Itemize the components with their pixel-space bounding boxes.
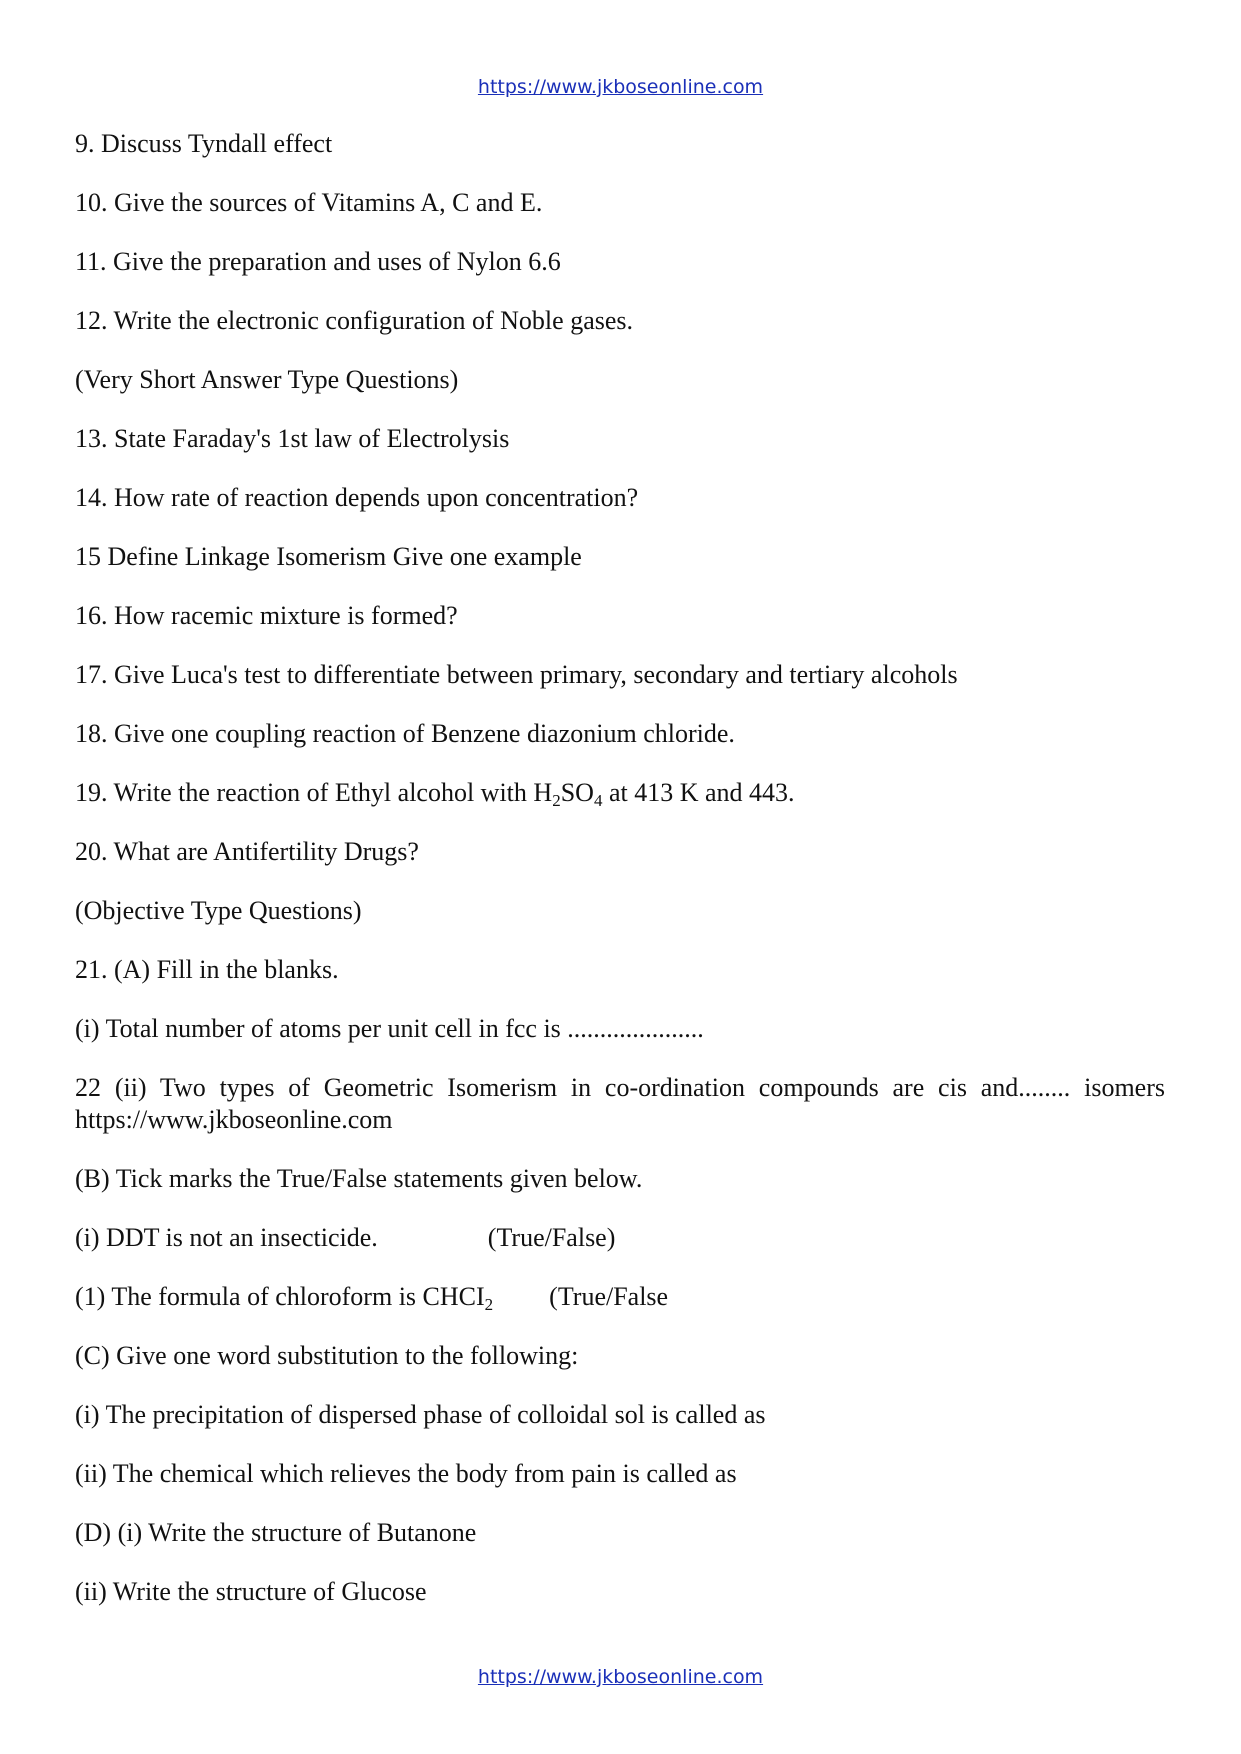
question-21a-i: (i) Total number of atoms per unit cell in fcc is ..................... xyxy=(75,1014,704,1043)
question-21a: 21. (A) Fill in the blanks. xyxy=(75,955,339,984)
question-b-i xyxy=(75,1222,1165,1254)
question-c-i: (i) The precipitation of dispersed phase of colloidal sol is called as xyxy=(75,1400,766,1429)
question-d-ii: (ii) Write the structure of Glucose xyxy=(75,1577,427,1606)
question-19-subscript-1: 2 xyxy=(552,791,561,810)
question-c: (C) Give one word substitution to the following: xyxy=(75,1341,579,1370)
question-19-text-mid: SO xyxy=(560,778,594,807)
question-20: 20. What are Antifertility Drugs? xyxy=(75,837,419,866)
question-b-i-text: (i) DDT is not an insecticide. xyxy=(75,1223,378,1252)
question-13: 13. State Faraday's 1st law of Electrolysis xyxy=(75,424,510,453)
question-19-text-pre: 19. Write the reaction of Ethyl alcohol with H xyxy=(75,778,553,807)
question-11: 11. Give the preparation and uses of Nylon 6.6 xyxy=(75,247,561,276)
question-17: 17. Give Luca's test to differentiate between primary, secondary and tertiary alcohols xyxy=(75,660,958,689)
question-19 xyxy=(75,777,1165,809)
header-url-link[interactable]: https://www.jkboseonline.com xyxy=(477,76,764,98)
question-b-i-true-false: (True/False) xyxy=(487,1223,616,1252)
footer-url-link[interactable]: https://www.jkboseonline.com xyxy=(477,1666,764,1688)
question-15: 15 Define Linkage Isomerism Give one example xyxy=(75,542,582,571)
question-b-1-text: (1) The formula of chloroform is CHCI xyxy=(75,1282,485,1311)
section-heading-very-short: (Very Short Answer Type Questions) xyxy=(75,365,459,394)
question-b-1-subscript: 2 xyxy=(484,1295,494,1314)
question-b: (B) Tick marks the True/False statements given below. xyxy=(75,1164,643,1193)
question-19-text-post: at 413 K and 443. xyxy=(602,778,795,807)
question-19-subscript-2: 4 xyxy=(593,791,603,810)
question-c-ii: (ii) The chemical which relieves the body from pain is called as xyxy=(75,1459,737,1488)
question-list xyxy=(75,128,1165,1635)
question-b-1 xyxy=(75,1281,1165,1313)
question-14: 14. How rate of reaction depends upon concentration? xyxy=(75,483,639,512)
section-heading-objective: (Objective Type Questions) xyxy=(75,896,362,925)
question-b-1-true-false: (True/False xyxy=(549,1282,669,1311)
question-22: 22 (ii) Two types of Geometric Isomerism in co-ordination compounds are cis and........ isomers https://www.jkboseonline.com xyxy=(75,1073,1165,1134)
question-d-i: (D) (i) Write the structure of Butanone xyxy=(75,1518,477,1547)
question-9: 9. Discuss Tyndall effect xyxy=(75,129,333,158)
question-18: 18. Give one coupling reaction of Benzene diazonium chloride. xyxy=(75,719,735,748)
question-12: 12. Write the electronic configuration of Noble gases. xyxy=(75,306,634,335)
question-10: 10. Give the sources of Vitamins A, C and E. xyxy=(75,188,543,217)
question-16: 16. How racemic mixture is formed? xyxy=(75,601,458,630)
